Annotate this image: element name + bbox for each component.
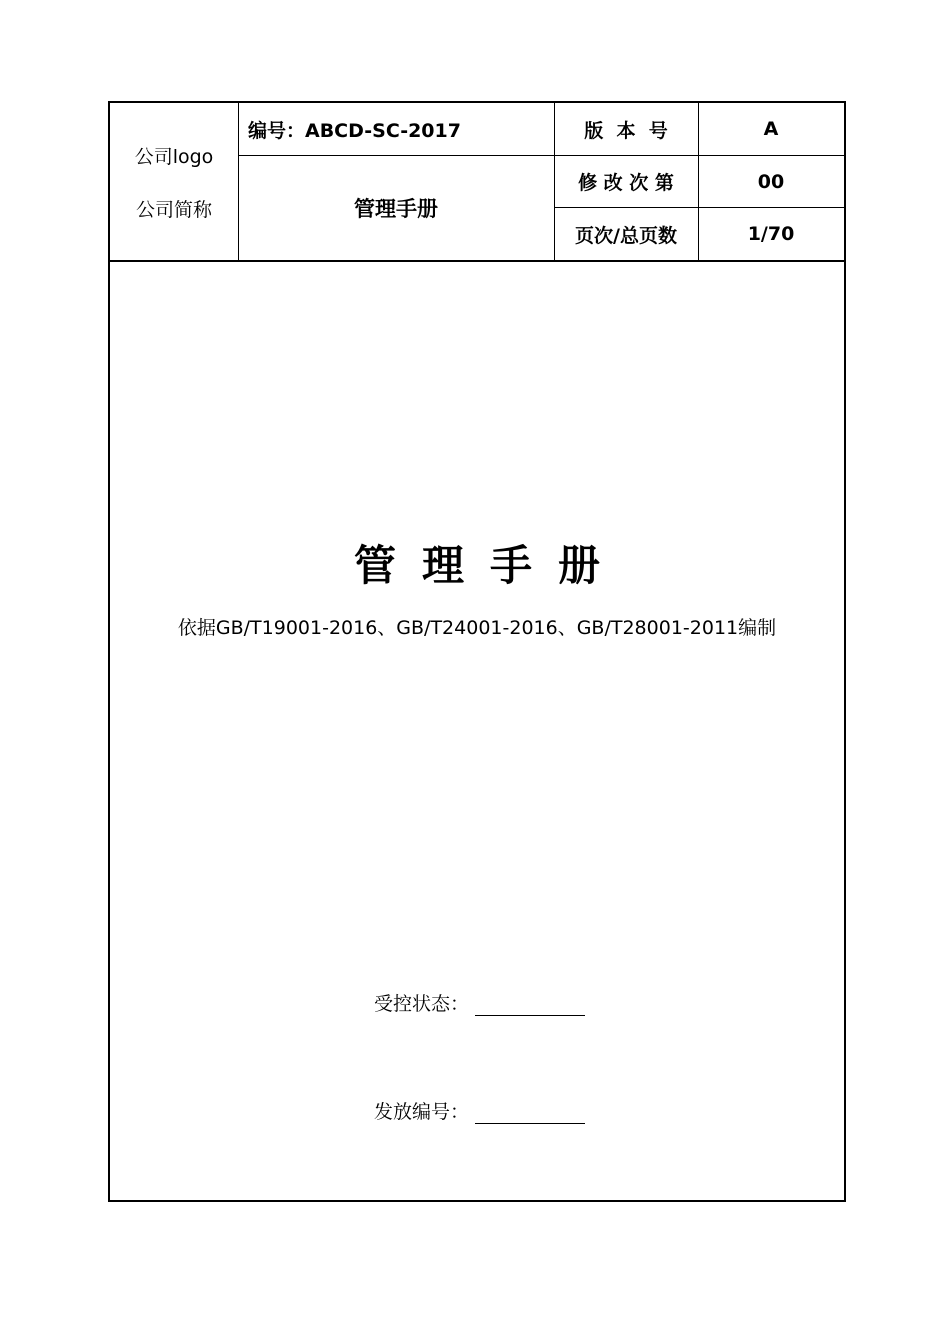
- controlled-status-field: [374, 989, 585, 1016]
- document-frame: [108, 101, 846, 1202]
- version-value: A: [763, 118, 779, 140]
- doc-title: 管理手册: [354, 197, 438, 221]
- page-value: 1/70: [747, 223, 795, 245]
- company-abbreviation: 公司简称: [135, 198, 212, 221]
- revision-label: 修 改 次 第: [578, 172, 674, 194]
- controlled-status-label: 受控状态：: [374, 993, 470, 1015]
- standards-basis: 依据GB/T19001-2016、GB/T24001-2016、GB/T28001-2011编制: [177, 617, 777, 639]
- revision-value: 00: [757, 170, 785, 193]
- header-table: [110, 103, 844, 262]
- issue-number-field: [374, 1097, 585, 1124]
- page-label: 页次/总页数: [575, 224, 677, 247]
- company-logo: 公司logo: [134, 145, 214, 168]
- controlled-status-blank[interactable]: [475, 995, 585, 1016]
- company-block: [110, 103, 238, 260]
- cover-title: 管理手册: [353, 541, 626, 590]
- doc-number: 编号：ABCD-SC-2017: [248, 119, 461, 142]
- issue-number-blank[interactable]: [475, 1103, 585, 1124]
- version-label: 版 本 号: [584, 119, 668, 142]
- issue-number-label: 发放编号：: [374, 1101, 470, 1123]
